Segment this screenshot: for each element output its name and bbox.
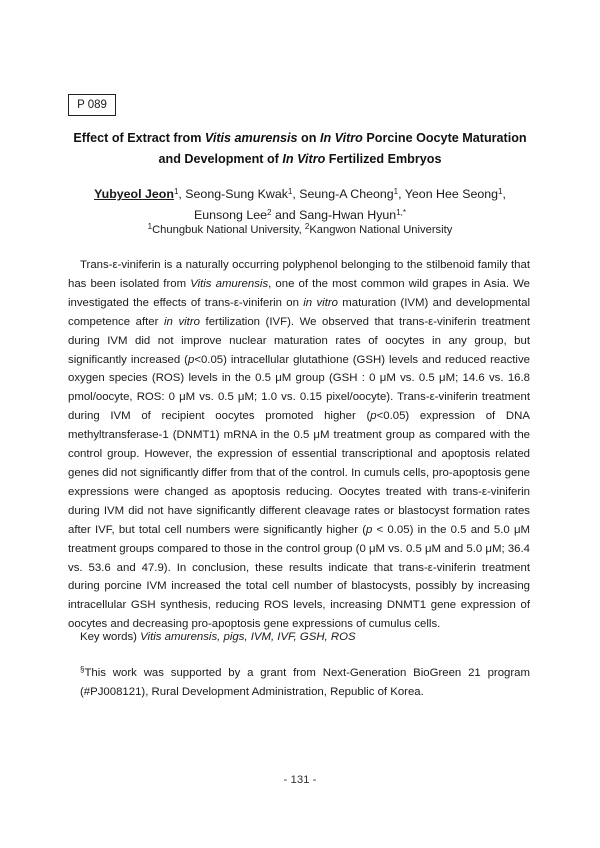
abstract-text: , one of the most common wild grapes in Asia. We investigated the effects of trans-ε-viniferin on (68, 277, 530, 309)
affiliation-name: Kangwon National University (309, 224, 453, 236)
abstract-text: < 0.05) in the 0.5 and 5.0 μM treatment groups compared to those in the control group (0 μM vs. 0.5 μM and 5.0 μM; 36.4 vs. 53.6 and 47.9). In conclusion, these results indicate that trans-ε-viniferin treatment during porcine IVM increased the total cell number of blastocysts, possibly by increasing intracellular GSH synthesis, reducing ROS levels, increasing DNMT1 gene expression of oocytes and decreasing pro-apoptosis gene expressions of cumulus cells. (68, 523, 530, 631)
abstract-text: <0.05) intracellular glutathione (GSH) levels and reduced reactive oxygen species (ROS) levels in the 0.5 μM group (GSH : 0 μM vs. 0.5 μM; 14.6 vs. 16.8 pmol/oocyte, ROS: 0 μM vs. 0.5 μM; 1.0 vs. 0.15 pixel/oocyte). Trans-ε-viniferin treatment during IVM of recipient oocytes promoted higher ( (68, 353, 530, 423)
author: Seong-Sung Kwak (185, 187, 288, 201)
title-text: Fertilized Embryos (325, 152, 442, 166)
poster-id-badge: P 089 (68, 94, 116, 116)
abstract-text: <0.05) expression of DNA methyltransferase-1 (DNMT1) mRNA in the 0.5 μM treatment group as compared with the control group. However, the expression of essential transcriptional and apoptosis related genes did not significantly differ from that of the control. In cumuls cells, pro-apoptosis gene expressions were changed as apoptosis reducing. Oocytes treated with trans-ε-viniferin during IVM did not have significantly different cleavage rates or blastocyst formation rates after IVF, but total cell numbers were significantly higher ( (68, 410, 530, 536)
title-in-vitro: In Vitro (319, 131, 363, 145)
affiliation-marker: 2 (267, 208, 272, 217)
affiliations (60, 223, 540, 238)
author: Sang-Hwan Hyun (299, 208, 397, 222)
keywords (80, 628, 540, 646)
affiliation-marker: 1,* (396, 208, 406, 217)
affiliation-marker: 1 (393, 187, 399, 196)
title-text: Effect of Extract from (73, 131, 205, 145)
affiliation-name: Chungbuk National University, (152, 224, 305, 236)
abstract-italic: p (366, 523, 373, 536)
presenting-author: Yubyeol Jeon (94, 187, 174, 201)
keywords-list: Vitis amurensis, pigs, IVM, IVF, GSH, ROS (140, 631, 356, 643)
affiliation-marker: 1 (147, 222, 153, 231)
keywords-label: Key words) (80, 631, 141, 643)
title-text: on (297, 131, 320, 145)
author: Yeon Hee Seong (404, 187, 499, 201)
title-text: and Development of (158, 152, 283, 166)
author-list: Yubyeol Jeon$^1$, Seong-Sung Kwak$^1$, Seung-A Cheong$^1$, Yeon Hee Seong$^1$, Eunsong Lee$^2$ and Sang-Hwan Hyun$^{1,*}$ (94, 187, 506, 222)
title-species: Vitis amurensis (204, 131, 298, 145)
affiliation-marker: 2 (304, 222, 310, 231)
abstract-italic: in vitro (164, 315, 200, 328)
title-text: Porcine Oocyte Maturation (362, 131, 527, 145)
abstract-text: Trans-ε-viniferin is a naturally occurring polyphenol belonging to the stilbenoid family that has been isolated from (68, 259, 530, 290)
author: Eunsong Lee (194, 208, 268, 222)
title-in-vitro: In Vitro (282, 152, 326, 166)
funding-footnote (80, 664, 530, 702)
abstract-italic: in vitro (303, 296, 338, 309)
abstract-italic: Vitis amurensis (190, 277, 269, 290)
affiliation-marker: 1 (498, 187, 503, 196)
footnote-text: This work was supported by a grant from Next-Generation BioGreen 21 program (#PJ008121), Rural Development Administration, Republic of Korea. (80, 667, 530, 698)
abstract-italic: p (370, 410, 377, 423)
paper-title (60, 128, 540, 170)
footnote-mark: § (80, 665, 85, 674)
abstract-italic: p (187, 353, 195, 366)
page-number: - 131 - (283, 774, 317, 786)
abstract-text: maturation (IVM) and developmental competence after (68, 296, 530, 328)
abstract-body (68, 256, 530, 634)
author: Seung-A Cheong (299, 187, 394, 201)
abstract-text: fertilization (IVF). We observed that trans-ε-viniferin treatment during IVM did not improve nuclear maturation rates of oocytes in any group, but significantly increased ( (68, 315, 530, 366)
affiliation-marker: 1 (173, 187, 179, 196)
affiliation-marker: 1 (287, 187, 293, 196)
